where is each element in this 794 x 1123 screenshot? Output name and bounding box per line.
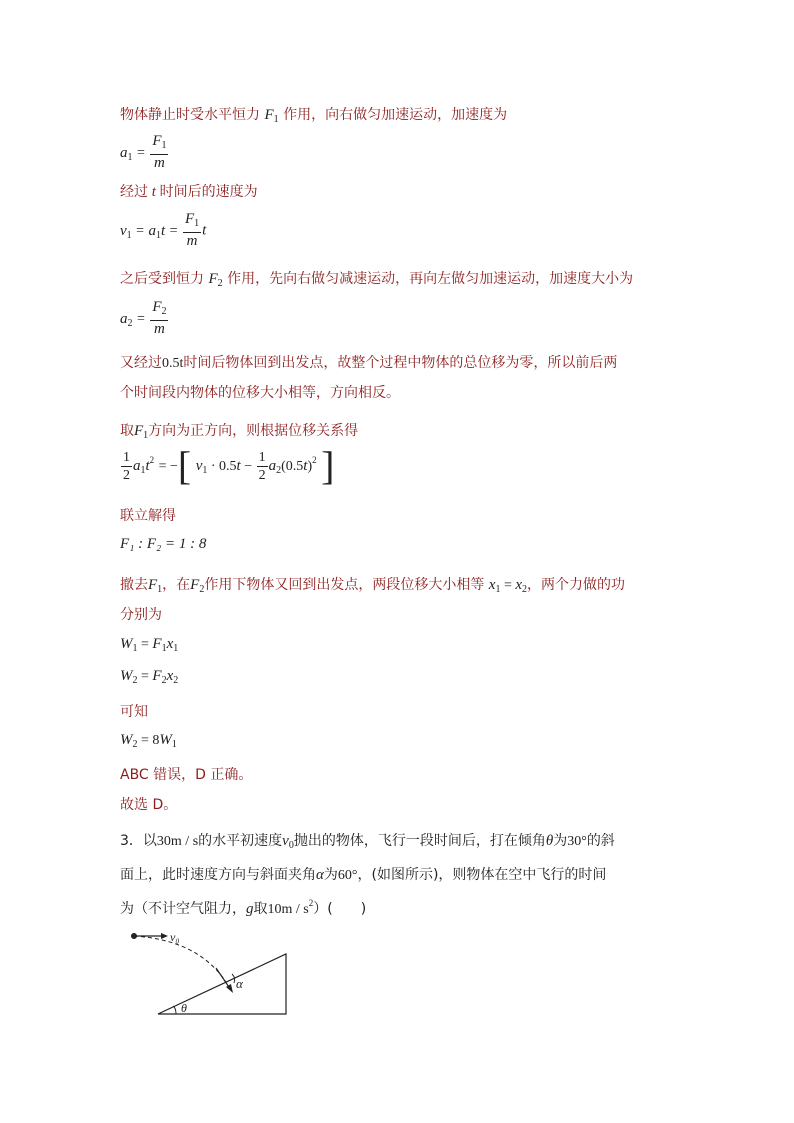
text-line: 又经过0.5t时间后物体回到出发点，故整个过程中物体的总位移为零，所以前后两 [120,355,618,371]
text-line: 联立解得 [120,508,176,524]
equation-a2: $a_2$ = $\frac{F_2}{m}$ [120,299,167,337]
equation-a1: $a_1$ = $\frac{F_1}{m}$ [120,133,167,171]
question-3-line-1: 3．以30m / s的水平初速度$v_0$抛出的物体，飞行一段时间后，打在倾角θ为30°的斜 [120,833,615,851]
equation-v1: $v_1 = a_1t$ = $\frac{F_1}{m}$ t [120,211,207,249]
text-line: 分别为 [120,607,162,623]
equation-w1: $W_1 = F_1x_1$ [120,636,179,654]
equation-w2-8w1: $W_2 = 8W_1$ [120,732,177,750]
impact-arrowhead [226,984,233,993]
text-line: 可知 [120,704,148,720]
text-line: 取$F_1$方向为正方向，则根据位移关系得 [120,423,359,441]
text: 作用，向右做匀加速运动，加速度为 [283,107,508,123]
incline-triangle [158,954,286,1014]
velocity-arrowhead [161,933,168,939]
label-v0: v₀ [170,930,180,944]
trajectory [134,936,226,982]
equation-displacement: $\frac{1}{2}$ $a_1t^2$ = −[ $v_1 \cdot 0.5t$ − $\frac{1}{2}$ $a_2(0.5t)^2$ ] [123,443,335,488]
text-line: 故选 D。 [120,797,178,813]
incline-diagram [120,922,300,1022]
math-f1: $F_1$ [264,107,279,125]
text-line: 之后受到恒力 $F_2$ 作用，先向右做匀减速运动，再向左做匀加速运动，加速度大小为 [120,271,634,289]
label-theta: θ [181,1001,187,1015]
question-3-line-2: 面上，此时速度方向与斜面夹角α为60°，(如图所示)，则物体在空中飞行的时间 [120,867,607,883]
text-line: 撤去$F_1$，在$F_2$作用下物体又回到出发点，两段位移大小相等 $x_1 = x_2$，两个力做的功 [120,577,626,595]
text-line: 经过 t 时间后的速度为 [120,184,258,200]
equation-result: F₁ : F₂ = 1 : 8 [120,536,207,552]
question-3-line-3: 为（不计空气阻力，g取$10m / s^2$）( ) [120,898,367,917]
label-alpha: α [236,976,243,991]
text: 物体静止时受水平恒力 [120,107,260,123]
text-line [120,104,507,125]
text-line: 个时间段内物体的位移大小相等，方向相反。 [120,385,400,401]
text-line: ABC 错误，D 正确。 [120,767,253,783]
equation-w2: $W_2 = F_2x_2$ [120,668,179,686]
